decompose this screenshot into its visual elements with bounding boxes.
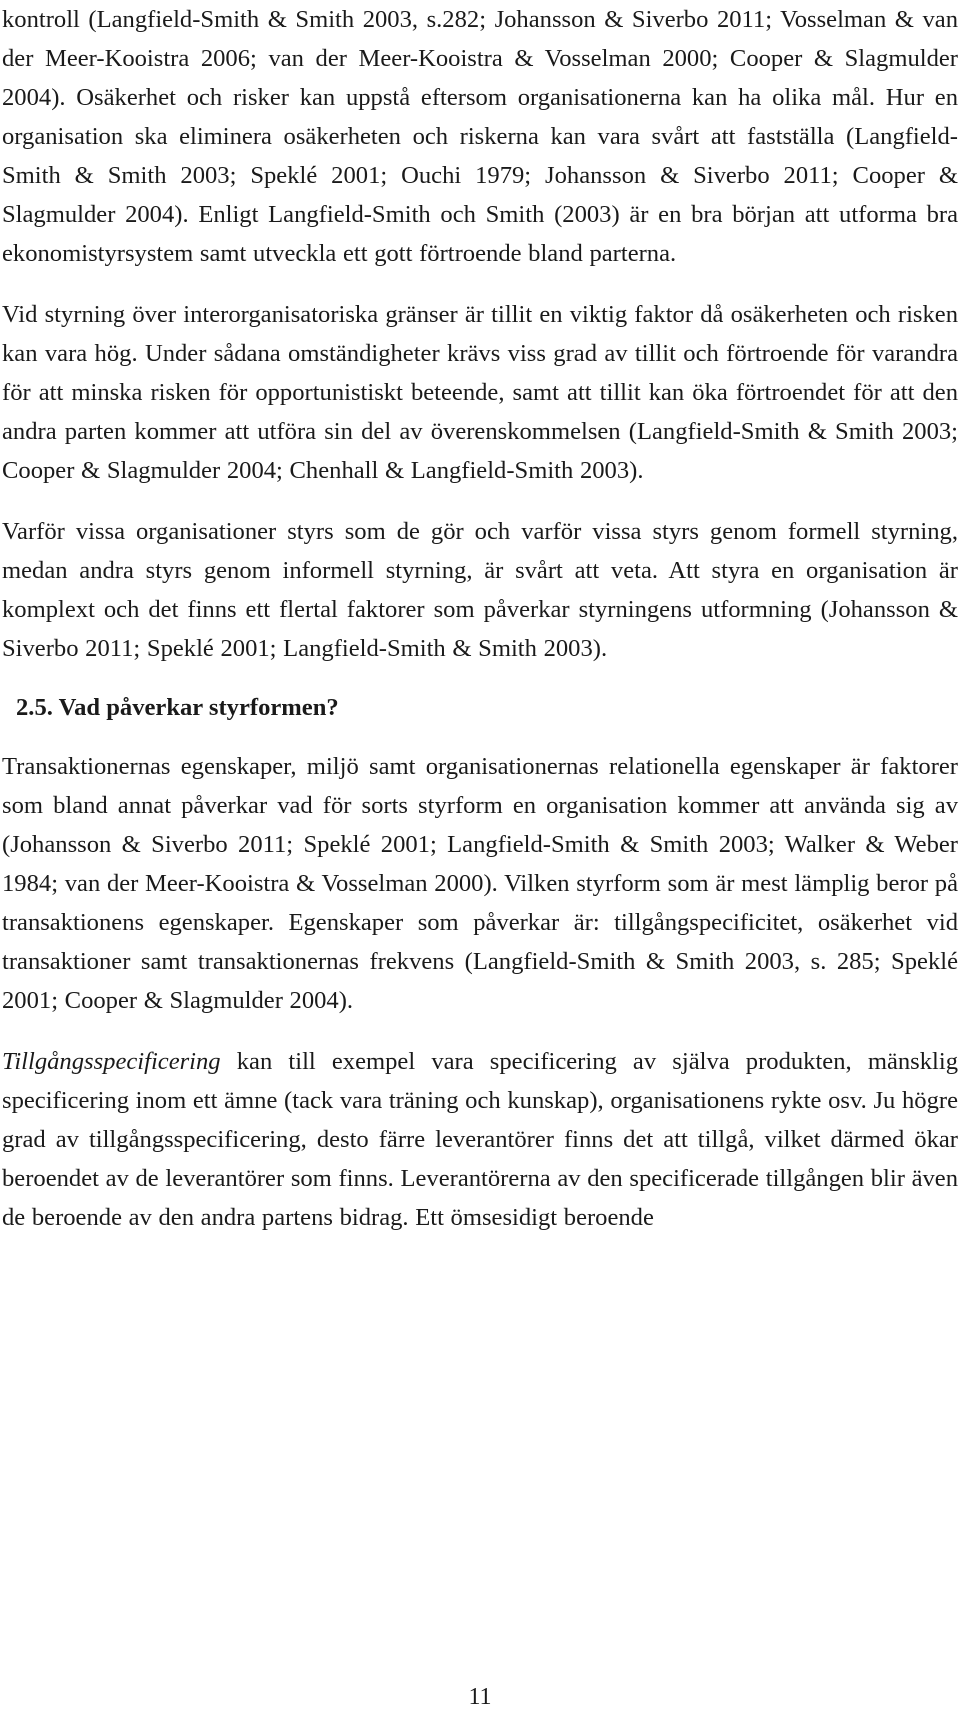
- section-heading: 2.5. Vad påverkar styrformen?: [16, 694, 339, 721]
- paragraph-asset-specificity: [2, 1042, 958, 1237]
- paragraph-transaction-properties: Transaktionernas egenskaper, miljö samt organisationernas relationella egenskaper är faktorer som bland annat påverkar vad för sorts styrform en organisation kommer att använda sig av (Johansson & Siverbo 2011; Speklé 2001; Langfield-Smith & Smith 2003; Walker & Weber 1984; van der Meer-Kooistra & Vosselman 2000). Vilken styrform som är mest lämplig beror på transaktionens egenskaper. Egenskaper som påverkar är: tillgångspecificitet, osäkerhet vid transaktioner samt transaktionernas frekvens (Langfield-Smith & Smith 2003, s. 285; Speklé 2001; Cooper & Slagmulder 2004).: [2, 753, 958, 1014]
- italic-term: Tillgångsspecificering: [2, 1048, 221, 1075]
- paragraph-asset-specificity-text: kan till exempel vara specificering av själva produkten, mänsklig specificering inom ett ämne (tack vara träning och kunskap), organisationens rykte osv. Ju högre grad av tillgångsspecificering, desto färre leverantörer finns det att tillgå, vilket därmed ökar beroendet av de leverantörer som finns. Leverantörerna av den specificerade tillgången blir även de beroende av den andra partens bidrag. Ett ömsesidigt beroende: [2, 1048, 958, 1231]
- paragraph-formal-informal-control: Varför vissa organisationer styrs som de gör och varför vissa styrs genom formell styrning, medan andra styrs genom informell styrning, är svårt att veta. Att styra en organisation är komplext och det finns ett flertal faktorer som påverkar styrningens utformning (Johansson & Siverbo 2011; Speklé 2001; Langfield-Smith & Smith 2003).: [2, 518, 958, 662]
- page-number: 11: [468, 1684, 492, 1710]
- paragraph-trust: Vid styrning över interorganisatoriska gränser är tillit en viktig faktor då osäkerheten och risken kan vara hög. Under sådana omständigheter krävs viss grad av tillit och förtroende för varandra för att minska risken för opportunistiskt beteende, samt att tillit kan öka förtroendet för att den andra parten kommer att utföra sin del av överenskommelsen (Langfield-Smith & Smith 2003; Cooper & Slagmulder 2004; Chenhall & Langfield-Smith 2003).: [2, 301, 958, 484]
- paragraph-spacer: [2, 490, 958, 512]
- paragraph-control-uncertainty: kontroll (Langfield-Smith & Smith 2003, s.282; Johansson & Siverbo 2011; Vosselman & van der Meer-Kooistra 2006; van der Meer-Kooistra & Vosselman 2000; Cooper & Slagmulder 2004). Osäkerhet och risker kan uppstå eftersom organisationerna kan ha olika mål. Hur en organisation ska eliminera osäkerheten och riskerna kan vara svårt att fastställa (Langfield-Smith & Smith 2003; Speklé 2001; Ouchi 1979; Johansson & Siverbo 2011; Cooper & Slagmulder 2004). Enligt Langfield-Smith och Smith (2003) är en bra början att utforma bra ekonomistyrsystem samt utveckla ett gott förtroende bland parterna.: [2, 6, 958, 267]
- paragraph-spacer: [2, 727, 958, 747]
- paragraph-spacer: [2, 273, 958, 295]
- paragraph-spacer: [2, 1020, 958, 1042]
- document-page: [2, 0, 958, 1237]
- paragraph-spacer: [2, 668, 958, 688]
